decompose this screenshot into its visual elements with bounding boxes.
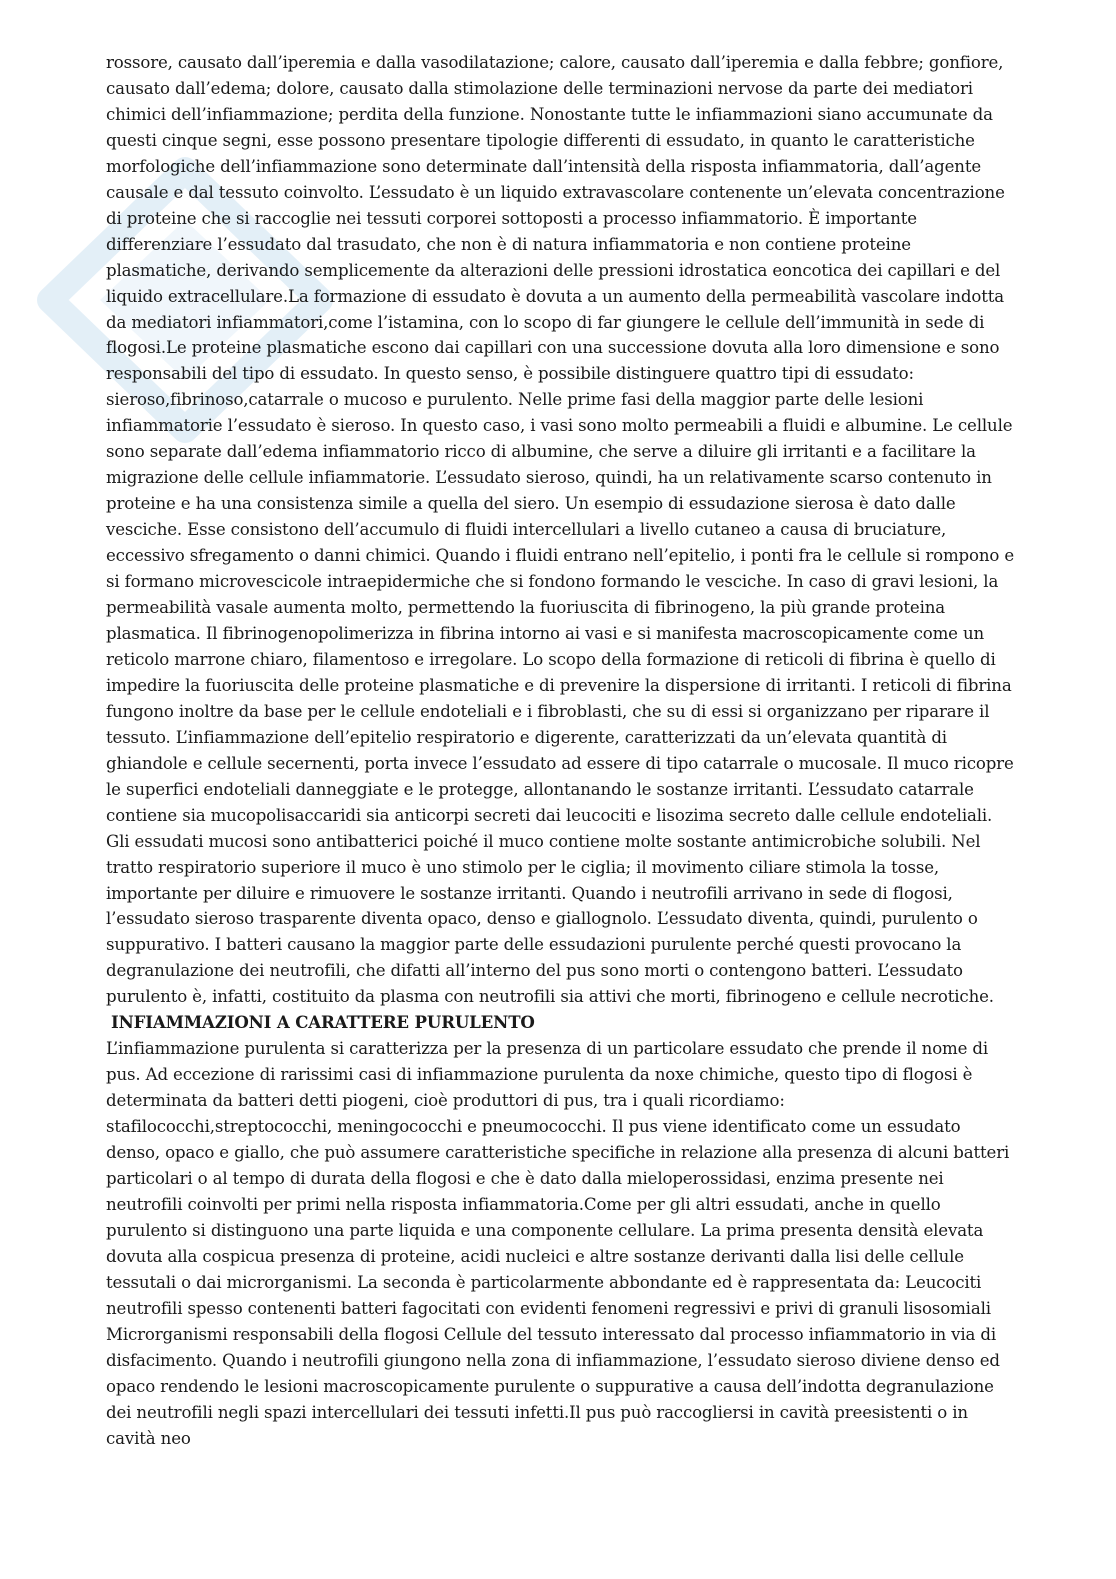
- body-paragraph: rossore, causato dall’iperemia e dalla vasodilatazione; calore, causato dall’iperemia e dalla febbre; gonfiore, causato dall’edema; dolore, causato dalla stimolazione delle terminazioni nervose da parte dei mediatori chimici dell’infiammazione; perdita della funzione. Nonostante tutte le infiammazioni siano accumunate da questi cinque segni, esse possono presentare tipologie differenti di essudato, in quanto le caratteristiche morfologiche dell’infiammazione sono determinate dall’intensità della risposta infiammatoria, dall’agente causale e dal tessuto coinvolto. L’essudato è un liquido extravascolare contenente un’elevata concentrazione di proteine che si raccoglie nei tessuti corporei sottoposti a processo infiammatorio. È importante differenziare l’essudato dal trasudato, che non è di natura infiammatoria e non contiene proteine plasmatiche, derivando semplicemente da alterazioni delle pressioni idrostatica eoncotica dei capillari e del liquido extracellulare.La formazione di essudato è dovuta a un aumento della permeabilità vascolare indotta da mediatori infiammatori,come l’istamina, con lo scopo di far giungere le cellule dell’immunità in sede di flogosi.Le proteine plasmatiche escono dai capillari con una successione dovuta alla loro dimensione e sono responsabili del tipo di essudato. In questo senso, è possibile distinguere quattro tipi di essudato: sieroso,fibrinoso,catarrale o mucoso e purulento. Nelle prime fasi della maggior parte delle lesioni infiammatorie l’essudato è sieroso. In questo caso, i vasi sono molto permeabili a fluidi e albumine. Le cellule sono separate dall’edema infiammatorio ricco di albumine, che serve a diluire gli irritanti e a facilitare la migrazione delle cellule infiammatorie. L’essudato sieroso, quindi, ha un relativamente scarso contenuto in proteine e ha una consistenza simile a quella del siero. Un esempio di essudazione sierosa è dato dalle vesciche. Esse consistono dell’accumulo di fluidi intercellulari a livello cutaneo a causa di bruciature, eccessivo sfregamento o danni chimici. Quando i fluidi entrano nell’epitelio, i ponti fra le cellule si rompono e si formano microvescicole intraepidermiche che si fondono formando le vesciche. In caso di gravi lesioni, la permeabilità vasale aumenta molto, permettendo la fuoriuscita di fibrinogeno, la più grande proteina plasmatica. Il fibrinogenopolimerizza in fibrina intorno ai vasi e si manifesta macroscopicamente come un reticolo marrone chiaro, filamentoso e irregolare. Lo scopo della formazione di reticoli di fibrina è quello di impedire la fuoriuscita delle proteine plasmatiche e di prevenire la dispersione di irritanti. I reticoli di fibrina fungono inoltre da base per le cellule endoteliali e i fibroblasti, che su di essi si organizzano per riparare il tessuto. L’infiammazione dell’epitelio respiratorio e digerente, caratterizzati da un’elevata quantità di ghiandole e cellule secernenti, porta invece l’essudato ad essere di tipo catarrale o mucosale. Il muco ricopre le superfici endoteliali danneggiate e le protegge, allontanando le sostanze irritanti. L’essudato catarrale contiene sia mucopolisaccaridi sia anticorpi secreti dai leucociti e lisozima secreto dalle cellule endoteliali. Gli essudati mucosi sono antibatterici poiché il muco contiene molte sostante antimicrobiche solubili. Nel tratto respiratorio superiore il muco è uno stimolo per le ciglia; il movimento ciliare stimola la tosse, importante per diluire e rimuovere le sostanze irritanti. Quando i neutrofili arrivano in sede di flogosi, l’essudato sieroso trasparente diventa opaco, denso e giallognolo. L’essudato diventa, quindi, purulento o suppurativo. I batteri causano la maggior parte delle essudazioni purulente perché questi provocano la degranulazione dei neutrofili, che difatti all’interno del pus sono morti o contengono batteri. L’essudato purulento è, infatti, costituito da plasma con neutrofili sia attivi che morti, fibrinogeno e cellule necrotiche.: [106, 53, 1015, 1007]
- document-body: [106, 50, 1016, 1451]
- body-paragraph: L’infiammazione purulenta si caratterizza per la presenza di un particolare essudato che prende il nome di pus. Ad eccezione di rarissimi casi di infiammazione purulenta da noxe chimiche, questo tipo di flogosi è determinata da batteri detti piogeni, cioè produttori di pus, tra i quali ricordiamo: stafilococchi,streptococchi, meningococchi e pneumococchi. Il pus viene identificato come un essudato denso, opaco e giallo, che può assumere caratteristiche specifiche in relazione alla presenza di alcuni batteri particolari o al tempo di durata della flogosi e che è dato dalla mieloperossidasi, enzima presente nei neutrofili coinvolti per primi nella risposta infiammatoria.Come per gli altri essudati, anche in quello purulento si distinguono una parte liquida e una componente cellulare. La prima presenta densità elevata dovuta alla cospicua presenza di proteine, acidi nucleici e altre sostanze derivanti dalla lisi delle cellule tessutali o dai microrganismi. La seconda è particolarmente abbondante ed è rappresentata da: Leucociti neutrofili spesso contenenti batteri fagocitati con evidenti fenomeni regressivi e privi di granuli lisosomiali Microrganismi responsabili della flogosi Cellule del tessuto interessato dal processo infiammatorio in via di disfacimento. Quando i neutrofili giungono nella zona di infiammazione, l’essudato sieroso diviene denso ed opaco rendendo le lesioni macroscopicamente purulente o suppurative a causa dell’indotta degranulazione dei neutrofili negli spazi intercellulari dei tessuti infetti.Il pus può raccogliersi in cavità preesistenti o in cavità neo: [106, 1039, 1010, 1448]
- section-heading: INFIAMMAZIONI A CARATTERE PURULENTO: [111, 1012, 535, 1033]
